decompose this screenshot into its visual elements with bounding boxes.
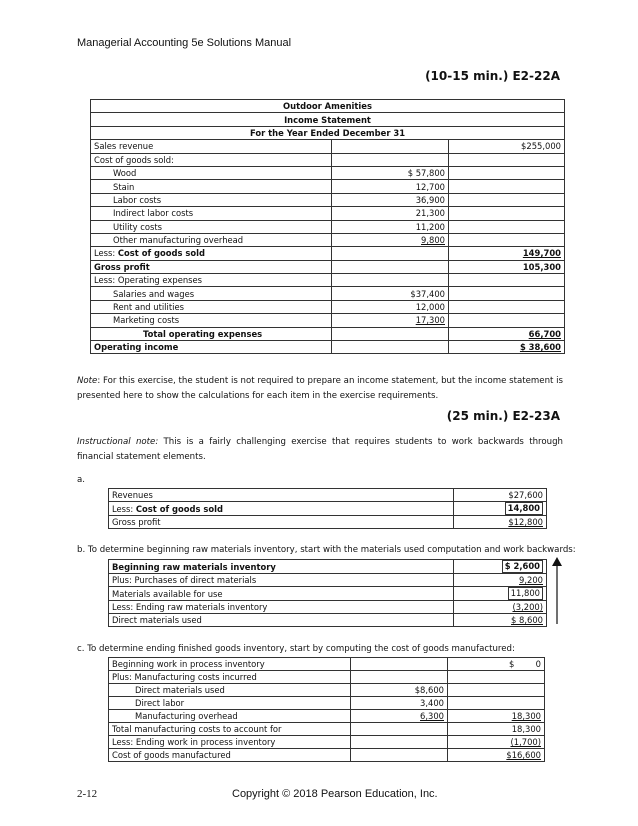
row-label: Total operating expenses — [91, 327, 332, 340]
part-c-table — [108, 657, 545, 762]
row-label: Gross profit — [109, 516, 454, 529]
row-value: $12,800 — [508, 517, 543, 527]
row-amount — [332, 247, 449, 260]
table-row — [91, 341, 565, 354]
instructional-note-text: This is a fairly challenging exercise that requires students to work backwards through financial statement elements. — [77, 437, 563, 462]
row-label: Utility costs — [91, 220, 332, 233]
row-total: 18,300 — [511, 711, 541, 721]
table-row — [91, 300, 565, 313]
row-label: Stain — [91, 180, 332, 193]
row-label: Cost of goods sold — [135, 503, 224, 514]
table-row — [109, 601, 547, 614]
statement-period: For the Year Ended December 31 — [91, 126, 565, 139]
row-amount: 3,400 — [351, 697, 448, 710]
table-row — [109, 736, 545, 749]
note-label: Note — [77, 376, 98, 386]
row-amount: 6,300 — [420, 711, 444, 721]
table-row — [91, 274, 565, 287]
row-label: Less: Ending work in process inventory — [109, 736, 351, 749]
row-label: Direct materials used — [109, 614, 454, 627]
up-arrow-icon — [550, 556, 564, 626]
part-a-label: a. — [77, 475, 85, 485]
row-total: $255,000 — [449, 140, 565, 153]
row-amount — [351, 658, 448, 671]
row-value: $27,600 — [454, 489, 547, 502]
table-row — [91, 233, 565, 246]
table-row — [109, 671, 545, 684]
row-label: Total manufacturing costs to account for — [109, 723, 351, 736]
row-amount: 11,200 — [332, 220, 449, 233]
row-total — [449, 233, 565, 246]
table-row — [109, 516, 547, 529]
row-total — [449, 207, 565, 220]
row-amount — [332, 153, 449, 166]
row-label: Other manufacturing overhead — [91, 233, 332, 246]
instructional-note — [77, 435, 563, 465]
table-row — [109, 587, 547, 601]
table-row — [91, 193, 565, 206]
row-total — [449, 166, 565, 179]
row-amount — [332, 140, 449, 153]
table-row — [109, 560, 547, 574]
row-total: $16,600 — [506, 750, 541, 760]
exercise-heading-e2-22a: (10-15 min.) E2-22A — [425, 69, 560, 83]
row-label: Less: Ending raw materials inventory — [109, 601, 454, 614]
table-row — [91, 220, 565, 233]
row-label-prefix: Less: — [112, 503, 136, 514]
row-total — [449, 153, 565, 166]
row-label: Manufacturing overhead — [109, 710, 351, 723]
table-row — [109, 710, 545, 723]
part-a-table — [108, 488, 547, 529]
row-value: 9,200 — [519, 575, 543, 585]
part-c-label: c. To determine ending finished goods inventory, start by computing the cost of goods manufactured: — [77, 644, 515, 654]
row-label: Salaries and wages — [91, 287, 332, 300]
row-total: 18,300 — [448, 723, 545, 736]
income-statement-table — [90, 99, 565, 354]
table-row — [109, 614, 547, 627]
row-amount: 9,800 — [421, 235, 445, 246]
row-total — [448, 684, 545, 697]
row-total: 66,700 — [528, 328, 561, 339]
table-row — [109, 684, 545, 697]
row-label: Rent and utilities — [91, 300, 332, 313]
table-row — [109, 723, 545, 736]
row-value: $ 2,600 — [502, 560, 543, 573]
table-row — [109, 749, 545, 762]
table-row — [109, 502, 547, 516]
row-total: $ 38,600 — [519, 342, 561, 353]
instructional-note-label: Instructional note: — [77, 437, 159, 447]
row-label: Plus: Manufacturing costs incurred — [109, 671, 351, 684]
row-label: Materials available for use — [109, 587, 454, 601]
row-amount: 17,300 — [415, 315, 445, 326]
row-value: 11,800 — [508, 587, 543, 600]
table-row — [109, 574, 547, 587]
row-label: Plus: Purchases of direct materials — [109, 574, 454, 587]
table-row — [91, 153, 565, 166]
table-row — [91, 287, 565, 300]
table-row — [91, 166, 565, 179]
row-amount — [332, 341, 449, 354]
row-label: Labor costs — [91, 193, 332, 206]
statement-title: Income Statement — [91, 113, 565, 126]
note-paragraph — [77, 374, 563, 404]
table-row — [91, 247, 565, 260]
table-row — [109, 658, 545, 671]
row-total: $ 0 — [448, 658, 545, 671]
row-total — [448, 697, 545, 710]
row-amount: $ 57,800 — [332, 166, 449, 179]
row-label: Wood — [91, 166, 332, 179]
row-value: (3,200) — [512, 602, 543, 612]
row-amount: 12,000 — [332, 300, 449, 313]
row-amount — [351, 736, 448, 749]
row-amount: 36,900 — [332, 193, 449, 206]
row-label-prefix: Less: — [94, 248, 118, 259]
row-total — [448, 671, 545, 684]
row-amount: 21,300 — [332, 207, 449, 220]
row-amount — [332, 327, 449, 340]
table-row — [91, 180, 565, 193]
exercise-heading-e2-23a: (25 min.) E2-23A — [446, 409, 560, 423]
statement-company-name: Outdoor Amenities — [91, 100, 565, 113]
row-value: 14,800 — [505, 502, 543, 515]
row-total — [449, 300, 565, 313]
table-row — [91, 327, 565, 340]
row-label: Cost of goods sold: — [91, 153, 332, 166]
row-label: Direct materials used — [109, 684, 351, 697]
table-row — [91, 314, 565, 327]
row-label: Indirect labor costs — [91, 207, 332, 220]
page-header: Managerial Accounting 5e Solutions Manual — [77, 37, 292, 49]
row-label: Beginning work in process inventory — [109, 658, 351, 671]
row-amount — [351, 723, 448, 736]
row-total: (1,700) — [510, 737, 541, 747]
row-label: Beginning raw materials inventory — [109, 560, 454, 574]
row-value: $ 8,600 — [511, 615, 543, 625]
row-label: Cost of goods sold — [117, 248, 206, 259]
row-label: Gross profit — [91, 260, 332, 273]
row-total — [449, 287, 565, 300]
row-label: Sales revenue — [91, 140, 332, 153]
table-row — [91, 140, 565, 153]
part-b-table — [108, 559, 547, 627]
row-amount — [351, 749, 448, 762]
row-total: 105,300 — [449, 260, 565, 273]
row-total — [449, 220, 565, 233]
row-label: Revenues — [109, 489, 454, 502]
table-row — [109, 697, 545, 710]
row-total: 149,700 — [522, 248, 561, 259]
note-text: : For this exercise, the student is not required to prepare an income statement, but the income statement is presented here to show the calculations for each item in the exercise requirements. — [77, 376, 563, 401]
row-label: Marketing costs — [91, 314, 332, 327]
table-row — [109, 489, 547, 502]
page-number: 2-12 — [77, 788, 98, 800]
row-label: Less: Operating expenses — [91, 274, 332, 287]
row-amount: 12,700 — [332, 180, 449, 193]
row-total — [449, 314, 565, 327]
table-row — [91, 207, 565, 220]
row-total — [449, 180, 565, 193]
row-total — [449, 274, 565, 287]
row-amount: $8,600 — [351, 684, 448, 697]
copyright-footer: Copyright © 2018 Pearson Education, Inc. — [232, 788, 438, 800]
row-amount — [351, 671, 448, 684]
table-row — [91, 260, 565, 273]
row-amount: $37,400 — [332, 287, 449, 300]
row-label: Cost of goods manufactured — [109, 749, 351, 762]
part-b-label: b. To determine beginning raw materials inventory, start with the materials used computation and work backwards: — [77, 545, 576, 555]
row-amount — [332, 274, 449, 287]
row-label: Operating income — [91, 341, 332, 354]
row-label: Direct labor — [109, 697, 351, 710]
row-total — [449, 193, 565, 206]
row-amount — [332, 260, 449, 273]
